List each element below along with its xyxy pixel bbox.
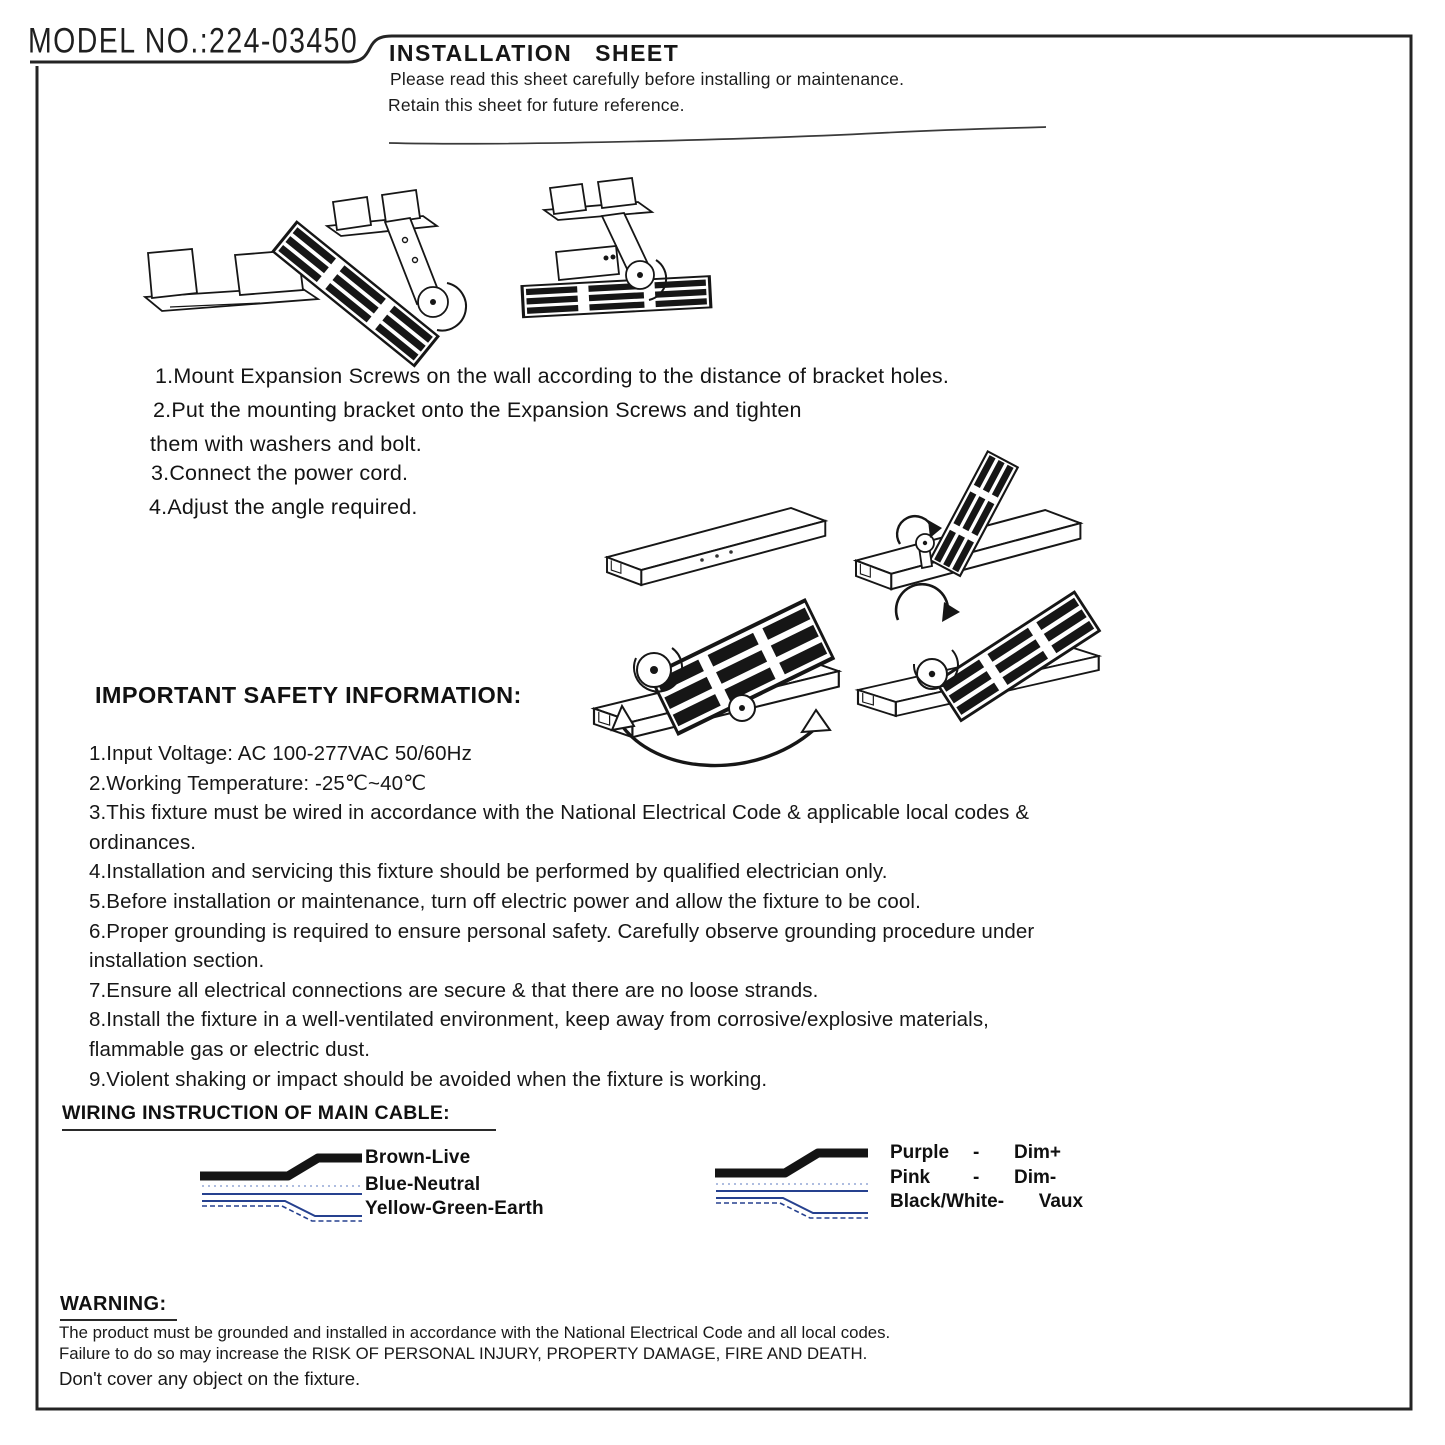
warning-text xyxy=(59,1322,890,1389)
header-note-line2: Retain this sheet for future reference. xyxy=(388,95,685,115)
safety-line: 7.Ensure all electrical connections are secure & that there are no loose strands. xyxy=(89,978,819,1002)
dim-cable-row-purple xyxy=(890,1142,1083,1167)
drawing-beam-plain xyxy=(607,508,825,585)
header-separator-line xyxy=(389,127,1046,144)
mounting-step-4: 4.Adjust the angle required. xyxy=(149,495,418,519)
wire-label-brown-live: Brown-Live xyxy=(365,1147,471,1168)
mounting-step-2-continued: them with washers and bolt. xyxy=(150,432,422,456)
safety-line: 3.This fixture must be wired in accordance with the National Electrical Code & applicable local codes & xyxy=(89,801,1030,825)
wire-label-yellow-green-earth: Yellow-Green-Earth xyxy=(365,1198,544,1219)
drawing-fixture-flat-wall xyxy=(522,178,711,317)
model-number-label: MODEL NO.:224-03450 xyxy=(28,22,359,61)
wire-label-blue-neutral: Blue-Neutral xyxy=(365,1174,481,1195)
safety-list xyxy=(89,739,1034,1094)
dim-cable-row-pink xyxy=(890,1167,1083,1192)
wiring-section-heading: WIRING INSTRUCTION OF MAIN CABLE: xyxy=(62,1102,496,1131)
dim-cable-row-black-white xyxy=(890,1191,1083,1216)
dim-wire-color: Purple xyxy=(890,1142,950,1163)
safety-line: 2.Working Temperature: -25℃~40℃ xyxy=(89,771,427,795)
header-note-line1: Please read this sheet carefully before installing or maintenance. xyxy=(390,69,905,89)
safety-line: 4.Installation and servicing this fixture should be performed by qualified electrician only. xyxy=(89,860,888,884)
safety-line: flammable gas or electric dust. xyxy=(89,1037,371,1061)
safety-line: 9.Violent shaking or impact should be avoided when the fixture is working. xyxy=(89,1067,768,1091)
mounting-step-2: 2.Put the mounting bracket onto the Expansion Screws and tighten xyxy=(153,398,802,422)
safety-section-heading: IMPORTANT SAFETY INFORMATION: xyxy=(95,682,522,708)
warning-section-heading: WARNING: xyxy=(60,1293,177,1321)
dim-wire-color: Black/White xyxy=(890,1191,998,1213)
dim-wire-separator: - xyxy=(997,1191,1005,1213)
dim-cable-label-table xyxy=(890,1142,1083,1216)
wire-diagram-main-cable xyxy=(200,1158,362,1221)
safety-line: 6.Proper grounding is required to ensure personal safety. Carefully observe grounding procedure under xyxy=(89,919,1035,943)
safety-line: installation section. xyxy=(89,949,265,973)
mounting-step-1: 1.Mount Expansion Screws on the wall according to the distance of bracket holes. xyxy=(155,364,950,388)
dim-wire-color: Pink xyxy=(890,1166,931,1188)
safety-line: 1.Input Voltage: AC 100-277VAC 50/60Hz xyxy=(89,742,472,765)
warning-line: Failure to do so may increase the RISK OF PERSONAL INJURY, PROPERTY DAMAGE, FIRE AND DEATH. xyxy=(59,1344,868,1364)
dim-wire-signal: Dim- xyxy=(1014,1166,1057,1188)
safety-line: 5.Before installation or maintenance, turn off electric power and allow the fixture to be cool. xyxy=(89,889,921,913)
dim-wire-signal: Dim+ xyxy=(1014,1142,1061,1163)
warning-line: The product must be grounded and installed in accordance with the National Electrical Code and all local codes. xyxy=(59,1323,891,1342)
drawing-fixture-upright-beam xyxy=(856,451,1080,589)
dim-wire-separator: - xyxy=(973,1142,980,1163)
drawing-fixture-tilted-beam xyxy=(858,584,1099,720)
safety-line: 8.Install the fixture in a well-ventilated environment, keep away from corrosive/explosive materials, xyxy=(89,1008,989,1032)
warning-line: Don't cover any object on the fixture. xyxy=(59,1367,361,1389)
mounting-step-3: 3.Connect the power cord. xyxy=(151,461,409,485)
dim-wire-signal: Vaux xyxy=(1038,1191,1084,1213)
wire-diagram-dim-cable xyxy=(715,1153,868,1218)
dim-wire-separator: - xyxy=(973,1166,980,1188)
page-title: INSTALLATION SHEET xyxy=(389,40,680,66)
safety-line: ordinances. xyxy=(89,830,197,854)
